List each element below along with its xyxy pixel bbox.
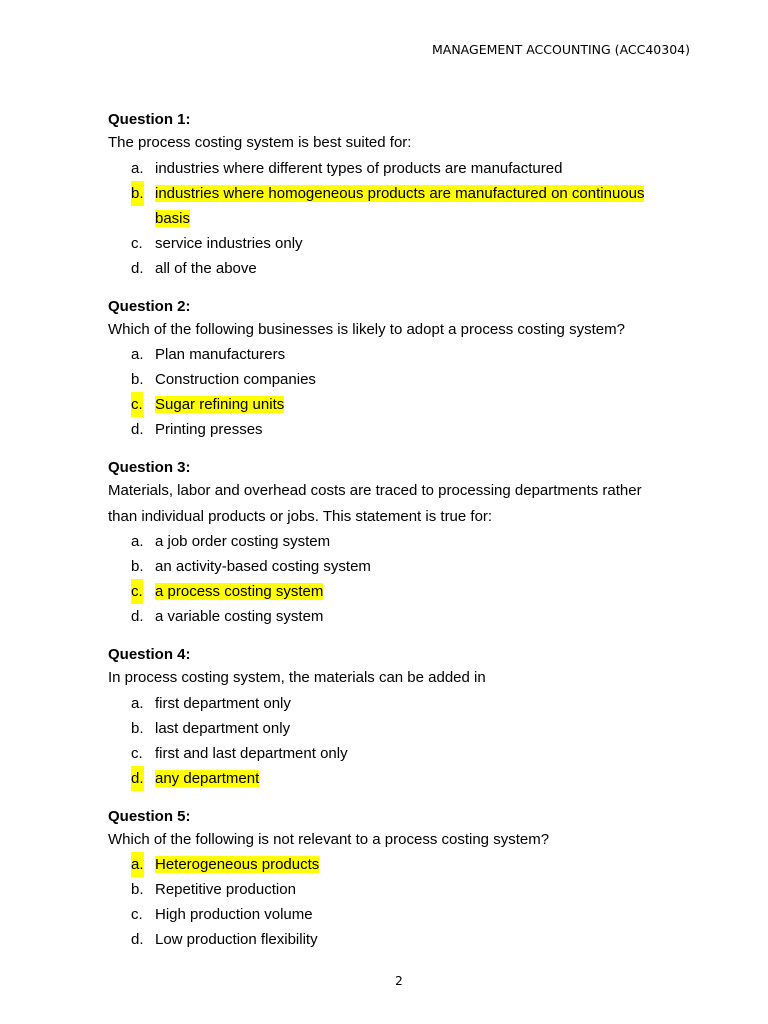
question-text-continued: than individual products or jobs. This statement is true for:: [108, 507, 493, 525]
option-text: first and last department only: [155, 744, 348, 762]
option-c-highlighted: [108, 579, 688, 604]
option-text: Heterogeneous products: [155, 856, 320, 873]
option-letter: c.: [131, 906, 143, 923]
option-list: [108, 691, 688, 791]
option-letter: d.: [131, 931, 144, 948]
question-text: Materials, labor and overhead costs are traced to processing departments rather: [108, 482, 642, 499]
option-text: an activity-based costing system: [155, 558, 371, 575]
question-5: [108, 806, 688, 953]
option-list: [108, 156, 688, 281]
option-d: [108, 927, 688, 952]
option-a: [108, 529, 688, 554]
option-b: [108, 716, 688, 741]
question-3: [108, 457, 688, 629]
option-text: any department: [155, 769, 260, 787]
option-text: Low production flexibility: [155, 931, 318, 948]
option-text: a variable costing system: [155, 608, 324, 625]
question-4: [108, 644, 688, 791]
option-text: Construction companies: [155, 371, 316, 388]
option-letter: b.: [131, 558, 144, 575]
question-title: Question 3:: [108, 459, 191, 476]
option-c: [108, 741, 688, 766]
option-letter: d.: [131, 608, 144, 625]
option-letter: b.: [131, 881, 144, 898]
question-text: In process costing system, the materials can be added in: [108, 669, 486, 686]
option-letter: c.: [131, 579, 143, 604]
option-c-highlighted: [108, 392, 688, 417]
option-text: industries where homogeneous products are manufactured on continuous: [155, 184, 645, 202]
option-text: industries where different types of products are manufactured: [155, 159, 563, 177]
option-text-continued: basis: [155, 209, 191, 227]
option-letter: b.: [131, 719, 144, 737]
option-d-highlighted: [108, 766, 688, 791]
question-title: Question 2:: [108, 297, 191, 315]
option-text: first department only: [155, 694, 291, 712]
option-b: [108, 877, 688, 902]
question-2: [108, 296, 688, 443]
option-letter: b.: [131, 181, 144, 206]
question-text: The process costing system is best suited for:: [108, 134, 412, 151]
option-text: last department only: [155, 719, 291, 737]
option-b-highlighted: [108, 181, 688, 231]
option-text: Printing presses: [155, 421, 263, 438]
option-c: [108, 231, 688, 256]
option-text: a job order costing system: [155, 533, 331, 550]
option-text: service industries only: [155, 234, 303, 252]
option-b: [108, 554, 688, 579]
option-text: Repetitive production: [155, 881, 296, 898]
option-a: [108, 156, 688, 181]
option-a: [108, 691, 688, 716]
option-d: [108, 417, 688, 442]
option-a-highlighted: [108, 852, 688, 877]
option-letter: a.: [131, 159, 144, 177]
option-list: [108, 529, 688, 629]
option-letter: a.: [131, 694, 144, 712]
option-a: [108, 342, 688, 367]
option-d: [108, 604, 688, 629]
option-text: a process costing system: [155, 583, 324, 600]
question-title: Question 4:: [108, 646, 191, 663]
option-b: [108, 367, 688, 392]
option-text: High production volume: [155, 906, 313, 923]
option-letter: a.: [131, 852, 144, 877]
option-text: Plan manufacturers: [155, 346, 286, 363]
option-letter: c.: [131, 392, 143, 417]
option-list: [108, 852, 688, 952]
question-1: [108, 109, 688, 281]
question-text: Which of the following businesses is likely to adopt a process costing system?: [108, 320, 625, 338]
option-text: Sugar refining units: [155, 396, 285, 413]
option-letter: a.: [131, 346, 144, 363]
option-letter: a.: [131, 533, 144, 550]
option-letter: d.: [131, 259, 144, 277]
question-title: Question 5:: [108, 807, 191, 825]
page-number: 2: [395, 974, 403, 988]
option-c: [108, 902, 688, 927]
option-letter: d.: [131, 766, 144, 791]
option-letter: c.: [131, 234, 143, 252]
option-letter: d.: [131, 421, 144, 438]
option-d: [108, 256, 688, 281]
option-list: [108, 342, 688, 442]
question-text: Which of the following is not relevant to a process costing system?: [108, 830, 550, 848]
page-header: MANAGEMENT ACCOUNTING (ACC40304): [431, 42, 690, 57]
option-text: all of the above: [155, 259, 257, 277]
quiz-content: [108, 109, 688, 967]
question-title: Question 1:: [108, 111, 191, 128]
option-letter: b.: [131, 371, 144, 388]
option-letter: c.: [131, 744, 143, 762]
